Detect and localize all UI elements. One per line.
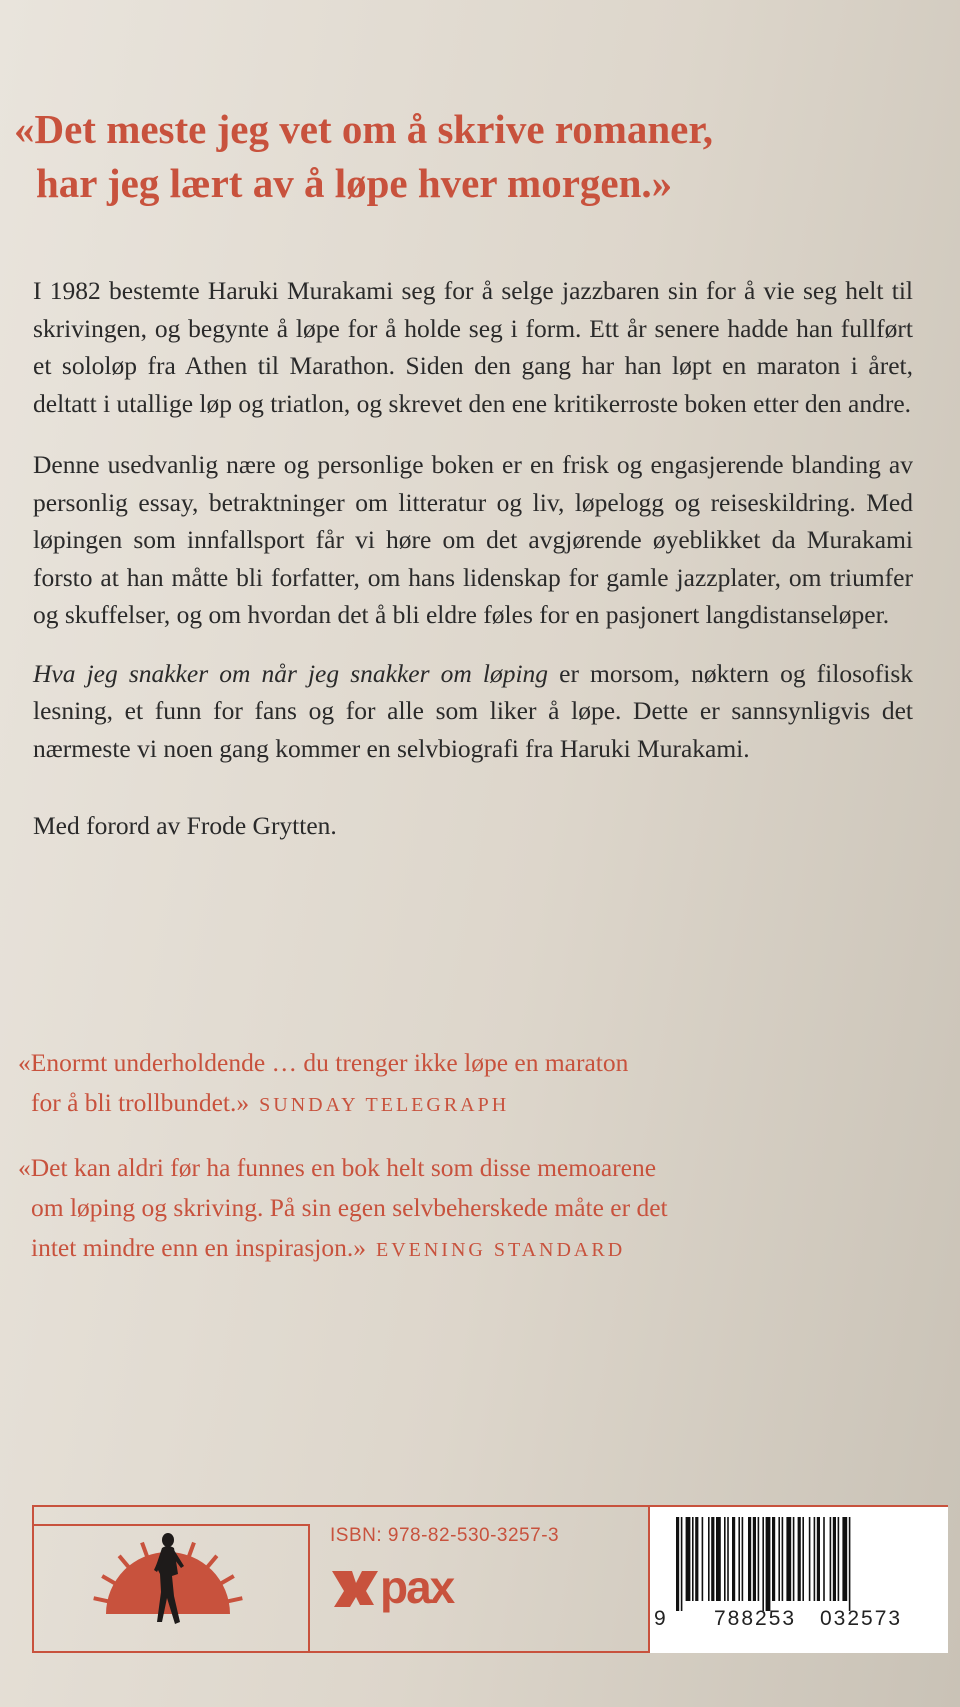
- review-line: «Det kan aldri før ha funnes en bok helt som disse memoarene: [18, 1153, 657, 1182]
- barcode-bar: [702, 1517, 704, 1601]
- barcode-bar: [753, 1517, 756, 1601]
- headline-line-2: har jeg lært av å løpe hver morgen.»: [36, 160, 673, 206]
- review-line: om løping og skriving. På sin egen selvbeherskede måte er det: [31, 1193, 668, 1222]
- barcode-bar: [758, 1517, 760, 1601]
- review-quote: [18, 1148, 918, 1270]
- barcode-bar: [681, 1517, 683, 1611]
- runner-sun-logo-icon: [34, 1526, 308, 1653]
- blurb: [33, 272, 913, 866]
- barcode-bar: [727, 1517, 729, 1601]
- blurb-paragraph-1: I 1982 bestemte Haruki Murakami seg for å selge jazzbaren sin for å vie seg helt til skrivingen, og begynte å løpe for å holde seg i form. Ett år senere hadde han fullført et sololøp fra Athen til Marathon. Siden den gang har han løpt en maraton i året, deltatt i utallige løp og triatlon, og skrevet den ene kritikerroste boken etter den andre.: [33, 276, 913, 418]
- barcode-cell: [650, 1507, 948, 1653]
- review-quotes: [18, 1043, 918, 1293]
- barcode-bar: [676, 1517, 679, 1611]
- barcode-bar: [814, 1517, 816, 1601]
- headline-line-1: «Det meste jeg vet om å skrive romaner,: [14, 106, 714, 152]
- barcode-bar: [798, 1517, 801, 1601]
- review-line: for å bli trollbundet.»: [31, 1088, 250, 1117]
- barcode-bar: [778, 1517, 780, 1601]
- runner-logo-cell: [34, 1524, 308, 1653]
- barcode-bar: [782, 1517, 784, 1601]
- barcode-bar: [772, 1517, 775, 1601]
- review-line: «Enormt underholdende … du trenger ikke løpe en maraton: [18, 1048, 629, 1077]
- barcode-bar: [842, 1517, 847, 1601]
- barcode-bar: [695, 1517, 698, 1601]
- barcode-bar: [793, 1517, 795, 1601]
- barcode-digit-group: 9: [654, 1607, 666, 1630]
- barcode-bar: [686, 1517, 691, 1601]
- barcode-bar: [724, 1517, 726, 1601]
- foreword-note: Med forord av Frode Grytten.: [33, 811, 337, 840]
- book-title: Hva jeg snakker om når jeg snakker om løping: [33, 658, 549, 688]
- barcode-bar: [762, 1517, 764, 1611]
- blurb-paragraph-3-rest: er morsom, nøktern og filosofisk lesning, et funn for fans og for alle som liker å løpe. Dette er sannsynligvis det nærmeste vi noen gang kommer en selvbiografi fra Haruki Murakami.: [33, 658, 913, 763]
- barcode-bar: [711, 1517, 714, 1601]
- barcode-bar: [732, 1517, 735, 1601]
- barcode-bar: [748, 1517, 751, 1601]
- review-line: intet mindre enn en inspirasjon.»: [31, 1233, 366, 1262]
- pax-wordmark: pax: [380, 1561, 454, 1613]
- barcode-icon: [676, 1517, 926, 1613]
- review-source: EVENING STANDARD: [375, 1239, 626, 1261]
- barcode-bar: [708, 1517, 710, 1601]
- pax-publisher-logo-icon: [330, 1561, 500, 1617]
- review-quote: [18, 1043, 918, 1125]
- barcode-bar: [809, 1517, 811, 1601]
- barcode-bar: [838, 1517, 840, 1601]
- barcode-bar: [738, 1517, 740, 1601]
- barcode-bar: [766, 1517, 771, 1611]
- barcode-bar: [716, 1517, 721, 1601]
- barcode-digit-group: 032573: [820, 1607, 903, 1630]
- barcode-bar: [742, 1517, 744, 1601]
- barcode-bar: [802, 1517, 804, 1601]
- barcode-bar: [833, 1517, 836, 1601]
- headline-quote: [14, 102, 914, 210]
- blurb-paragraph-2: Denne usedvanlig nære og personlige boken er en frisk og engasjerende blanding av personlig essay, betraktninger om litteratur og liv, løpelogg og reiseskildring. Med løpingen som innfallsport får vi høre om det avgjørende øyeblikket da Murakami forsto at han måtte bli forfatter, om hans lidenskap for gamle jazzplater, om triumfer og skuffelser, og om hvordan det å bli eldre føles for en pasjonert langdistanseløper.: [33, 450, 913, 629]
- barcode-bar: [786, 1517, 791, 1601]
- blurb-paragraph-3: [33, 655, 913, 768]
- review-source: SUNDAY TELEGRAPH: [259, 1094, 510, 1116]
- barcode-bar: [823, 1517, 825, 1601]
- barcode-bar: [817, 1517, 820, 1601]
- review-line-with-source: [18, 1083, 918, 1125]
- publisher-cell: [310, 1507, 648, 1653]
- barcode-bar: [830, 1517, 832, 1601]
- review-line-with-source: [18, 1228, 918, 1270]
- barcode-bar: [692, 1517, 694, 1601]
- isbn-label: ISBN: 978-82-530-3257-3: [330, 1525, 560, 1546]
- footer-box: [32, 1505, 948, 1653]
- barcode-digit-group: 788253: [714, 1607, 797, 1630]
- barcode-bar: [849, 1517, 851, 1611]
